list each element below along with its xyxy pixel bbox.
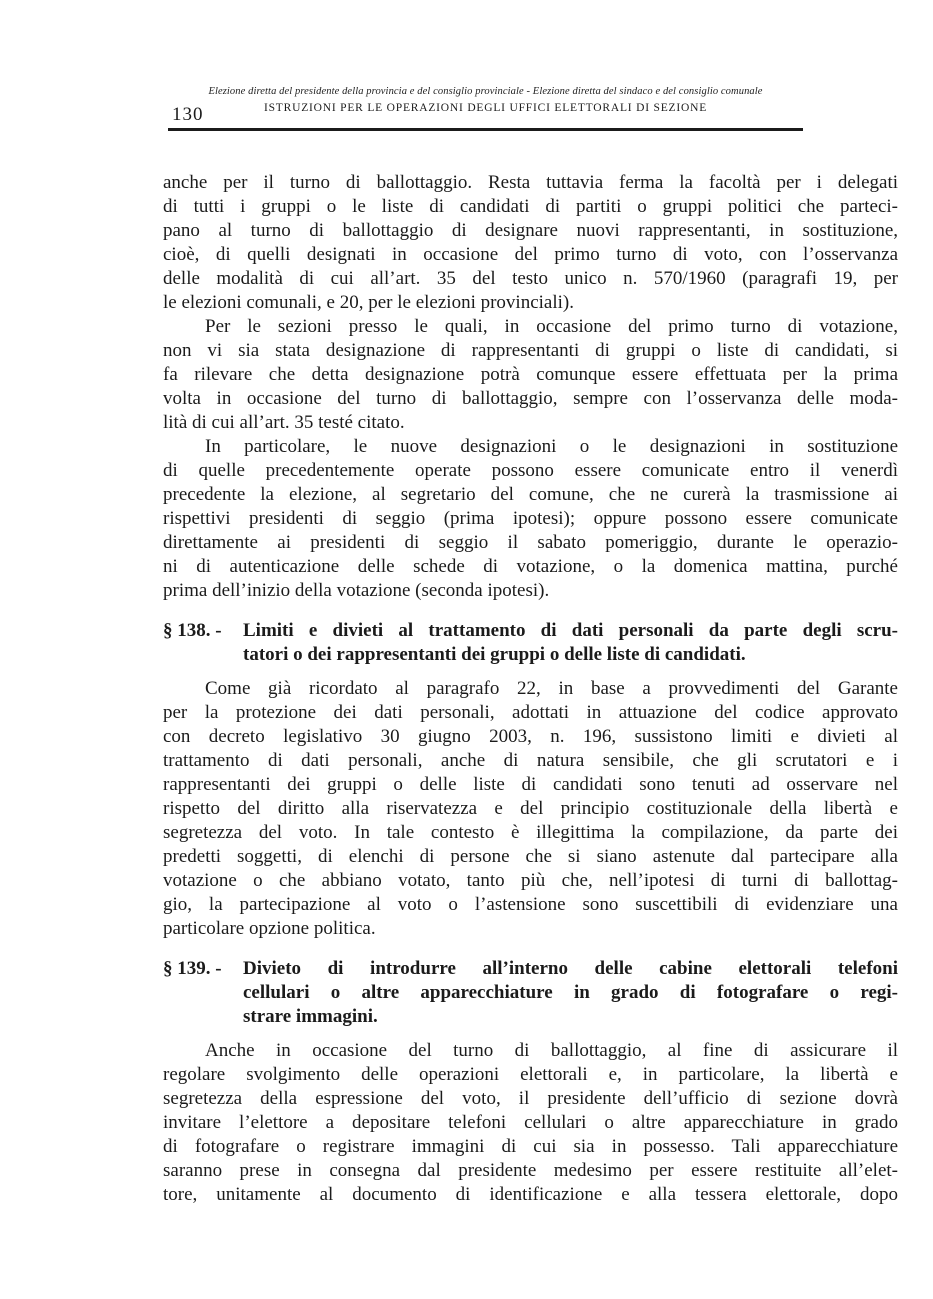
text-line: prima dell’inizio della votazione (seconda ipotesi). bbox=[163, 580, 550, 601]
section-heading bbox=[163, 957, 898, 1029]
text-line: gio, la partecipazione al voto o l’astensione sono suscettibili di evidenziare una bbox=[163, 894, 898, 915]
text-line: tore, unitamente al documento di identificazione e alla tessera elettorale, dopo bbox=[163, 1184, 898, 1205]
paragraph bbox=[163, 315, 898, 435]
page-number: 130 bbox=[172, 104, 204, 125]
text-line: In particolare, le nuove designazioni o le designazioni in sostituzione bbox=[205, 436, 898, 457]
heading-line: cellulari o altre apparecchiature in grado di fotografare o regi- bbox=[243, 982, 898, 1003]
heading-line: strare immagini. bbox=[243, 1006, 378, 1027]
text-line: rispettivi presidenti di seggio (prima ipotesi); oppure possono essere comunicate bbox=[163, 508, 898, 529]
text-line: di tutti i gruppi o le liste di candidati di partiti o gruppi politici che parteci- bbox=[163, 196, 898, 217]
paragraph bbox=[163, 171, 898, 315]
text-line: cioè, di quelli designati in occasione del primo turno di voto, con l’osservanza bbox=[163, 244, 898, 265]
text-line: predetti soggetti, di elenchi di persone che si siano astenute dal partecipare alla bbox=[163, 846, 898, 867]
section-heading-text bbox=[243, 957, 898, 1029]
section-number: § 139. - bbox=[163, 958, 222, 979]
text-line: le elezioni comunali, e 20, per le elezioni provinciali). bbox=[163, 292, 574, 313]
text-line: votazione o che abbiano votato, tanto più che, nell’ipotesi di turni di ballottag- bbox=[163, 870, 898, 891]
section-heading bbox=[163, 619, 898, 667]
text-line: Anche in occasione del turno di ballottaggio, al fine di assicurare il bbox=[205, 1040, 898, 1061]
running-title-caps: ISTRUZIONI PER LE OPERAZIONI DEGLI UFFICI ELETTORALI DI SEZIONE bbox=[263, 102, 708, 114]
paragraph bbox=[163, 435, 898, 603]
section-number: § 138. - bbox=[163, 620, 222, 641]
text-line: fa rilevare che detta designazione potrà comunque essere effettuata per la prima bbox=[163, 364, 898, 385]
header-rule bbox=[168, 128, 803, 131]
text-line: rispetto del diritto alla riservatezza e del principio costituzionale della libertà e bbox=[163, 798, 898, 819]
text-line: segretezza della espressione del voto, il presidente dell’ufficio di sezione dovrà bbox=[163, 1088, 898, 1109]
text-line: rappresentanti dei gruppi o delle liste di candidati sono tenuti ad osservare nel bbox=[163, 774, 898, 795]
page-body bbox=[163, 171, 898, 1207]
text-line: trattamento di dati personali, anche di natura sensibile, che gli scrutatori e i bbox=[163, 750, 898, 771]
text-line: di quelle precedentemente operate possono essere comunicate entro il venerdì bbox=[163, 460, 898, 481]
section-heading-text bbox=[243, 619, 898, 667]
text-line: segretezza del voto. In tale contesto è illegittima la compilazione, da parte dei bbox=[163, 822, 898, 843]
text-line: volta in occasione del turno di ballottaggio, sempre con l’osservanza delle moda- bbox=[163, 388, 898, 409]
text-line: di fotografare o registrare immagini di cui sia in possesso. Tali apparecchiature bbox=[163, 1136, 898, 1157]
text-line: per la protezione dei dati personali, adottati in attuazione del codice approvato bbox=[163, 702, 898, 723]
text-line: regolare svolgimento delle operazioni elettorali e, in particolare, la libertà e bbox=[163, 1064, 898, 1085]
text-line: saranno prese in consegna dal presidente medesimo per essere restituite all’elet- bbox=[163, 1160, 898, 1181]
heading-line: tatori o dei rappresentanti dei gruppi o delle liste di candidati. bbox=[243, 644, 746, 665]
text-line: ni di autenticazione delle schede di votazione, o la domenica mattina, purché bbox=[163, 556, 898, 577]
text-line: pano al turno di ballottaggio di designare nuovi rappresentanti, in sostituzione, bbox=[163, 220, 898, 241]
heading-line: Limiti e divieti al trattamento di dati personali da parte degli scru- bbox=[243, 620, 898, 641]
text-line: precedente la elezione, al segretario del comune, che ne curerà la trasmissione ai bbox=[163, 484, 898, 505]
text-line: anche per il turno di ballottaggio. Resta tuttavia ferma la facoltà per i delegati bbox=[163, 172, 898, 193]
text-line: lità di cui all’art. 35 testé citato. bbox=[163, 412, 405, 433]
text-line: Come già ricordato al paragrafo 22, in base a provvedimenti del Garante bbox=[205, 678, 898, 699]
text-line: non vi sia stata designazione di rappresentanti di gruppi o liste di candidati, si bbox=[163, 340, 898, 361]
text-line: con decreto legislativo 30 giugno 2003, n. 196, sussistono limiti e divieti al bbox=[163, 726, 898, 747]
text-line: delle modalità di cui all’art. 35 del testo unico n. 570/1960 (paragrafi 19, per bbox=[163, 268, 898, 289]
running-title-italic: Elezione diretta del presidente della provincia e del consiglio provinciale - Elezione diretta del sindaco e del consiglio comunale bbox=[208, 86, 763, 97]
paragraph bbox=[163, 1039, 898, 1207]
text-line: particolare opzione politica. bbox=[163, 918, 376, 939]
text-line: direttamente ai presidenti di seggio il sabato pomeriggio, durante le operazio- bbox=[163, 532, 898, 553]
text-line: invitare l’elettore a depositare telefoni cellulari o altre apparecchiature in grado bbox=[163, 1112, 898, 1133]
paragraph bbox=[163, 677, 898, 941]
heading-line: Divieto di introdurre all’interno delle cabine elettorali telefoni bbox=[243, 958, 898, 979]
text-line: Per le sezioni presso le quali, in occasione del primo turno di votazione, bbox=[205, 316, 898, 337]
